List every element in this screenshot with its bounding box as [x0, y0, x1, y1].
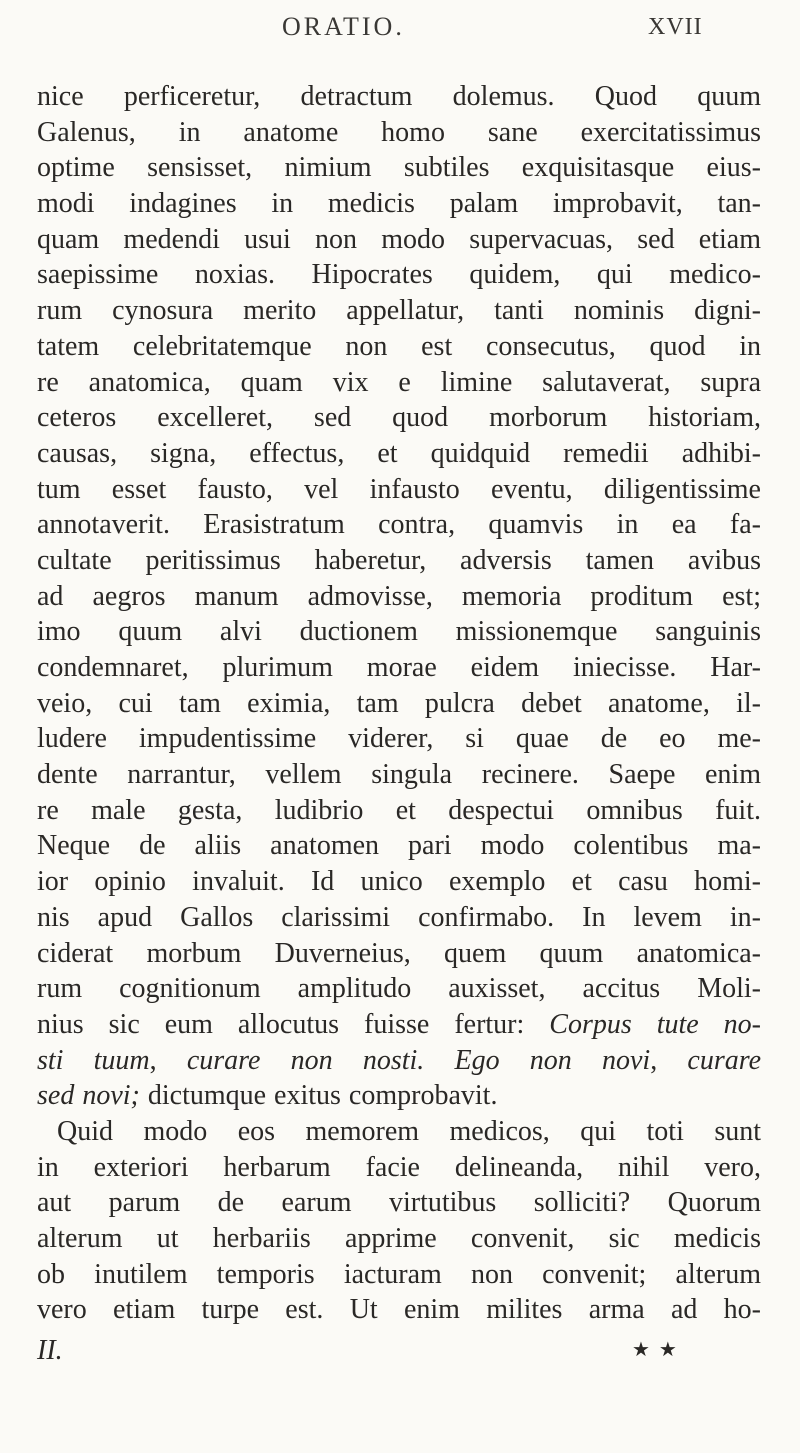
text-line: quam medendi usui non modo supervacuas, sed etiam	[37, 223, 761, 255]
text-line: tum esset fausto, vel infausto eventu, diligentissime	[37, 473, 761, 505]
italic-quote: curare	[687, 1044, 762, 1076]
text-line: tatem celebritatemque non est consecutus, quod in	[37, 330, 761, 362]
italic-quote: curare non nosti. Ego non novi	[186, 1044, 651, 1076]
signature-mark: II.	[37, 1335, 63, 1366]
text-line: rum cynosura merito appellatur, tanti nominis digni-	[37, 295, 761, 327]
italic-quote: sed novi;	[37, 1080, 140, 1112]
text-line	[37, 1007, 761, 1043]
text-run: ,	[650, 1044, 688, 1076]
text-line: imo quum alvi ductionem missionemque sanguinis	[37, 616, 761, 648]
text-run: ,	[149, 1044, 187, 1076]
text-line	[37, 1078, 761, 1114]
text-line: causas, signa, effectus, et quidquid remedii adhibi-	[37, 437, 761, 469]
text-line: ciderat morbum Duverneius, quem quum anatomica-	[37, 937, 761, 969]
text-line: Galenus, in anatome homo sane exercitatissimus	[37, 116, 761, 148]
text-line: Neque de aliis anatomen pari modo colentibus ma-	[37, 830, 761, 862]
text-run: dictumque exitus comprobavit.	[139, 1080, 498, 1112]
footer-line	[37, 1335, 761, 1369]
text-line: cultate peritissimus haberetur, adversis tamen avibus	[37, 544, 761, 576]
text-line: nice perficeretur, detractum dolemus. Quod quum	[37, 81, 761, 112]
italic-quote: Corpus tute no-	[549, 1008, 762, 1040]
running-head	[0, 8, 800, 48]
text-line: re anatomica, quam vix e limine salutaverat, supra	[37, 366, 761, 398]
text-line: rum cognitionum amplitudo auxisset, accitus Moli-	[37, 973, 761, 1005]
text-line: modi indagines in medicis palam improbavit, tan-	[37, 188, 761, 220]
text-line: ludere impudentissime viderer, si quae de eo me-	[37, 723, 761, 755]
text-line: ob inutilem temporis iacturam non convenit; alterum	[37, 1258, 761, 1290]
running-title: ORATIO.	[282, 12, 405, 41]
text-run: nius sic eum allocutus fuisse fertur:	[37, 1008, 550, 1040]
text-line: ior opinio invaluit. Id unico exemplo et casu homi-	[37, 866, 761, 898]
catchword-stars: ★ ★	[632, 1339, 679, 1361]
body-text	[37, 79, 761, 1328]
text-line: Quid modo eos memorem medicos, qui toti sunt	[57, 1115, 761, 1147]
italic-quote: sti tuum	[37, 1044, 150, 1076]
text-line: aut parum de earum virtutibus solliciti? Quorum	[37, 1187, 761, 1219]
text-line: nis apud Gallos clarissimi confirmabo. In levem in-	[37, 901, 761, 933]
text-line: annotaverit. Erasistratum contra, quamvis in ea fa-	[37, 509, 761, 541]
text-line: alterum ut herbariis apprime convenit, sic medicis	[37, 1223, 761, 1254]
page-number: XVII	[648, 14, 703, 40]
text-line: veio, cui tam eximia, tam pulcra debet anatome, il-	[37, 687, 761, 719]
text-line: dente narrantur, vellem singula recinere. Saepe enim	[37, 759, 761, 791]
text-line: condemnaret, plurimum morae eidem iniecisse. Har-	[37, 652, 761, 683]
text-line: in exteriori herbarum facie delineanda, nihil vero,	[37, 1151, 761, 1183]
text-line: ad aegros manum admovisse, memoria proditum est;	[37, 580, 761, 612]
text-line: optime sensisset, nimium subtiles exquisitasque eius-	[37, 152, 761, 184]
text-line: saepissime noxias. Hipocrates quidem, qui medico-	[37, 259, 761, 291]
text-line: re male gesta, ludibrio et despectui omnibus fuit.	[37, 794, 761, 826]
text-line: ceteros excelleret, sed quod morborum historiam,	[37, 402, 761, 434]
text-line	[37, 1043, 761, 1079]
text-line: vero etiam turpe est. Ut enim milites arma ad ho-	[37, 1294, 761, 1326]
